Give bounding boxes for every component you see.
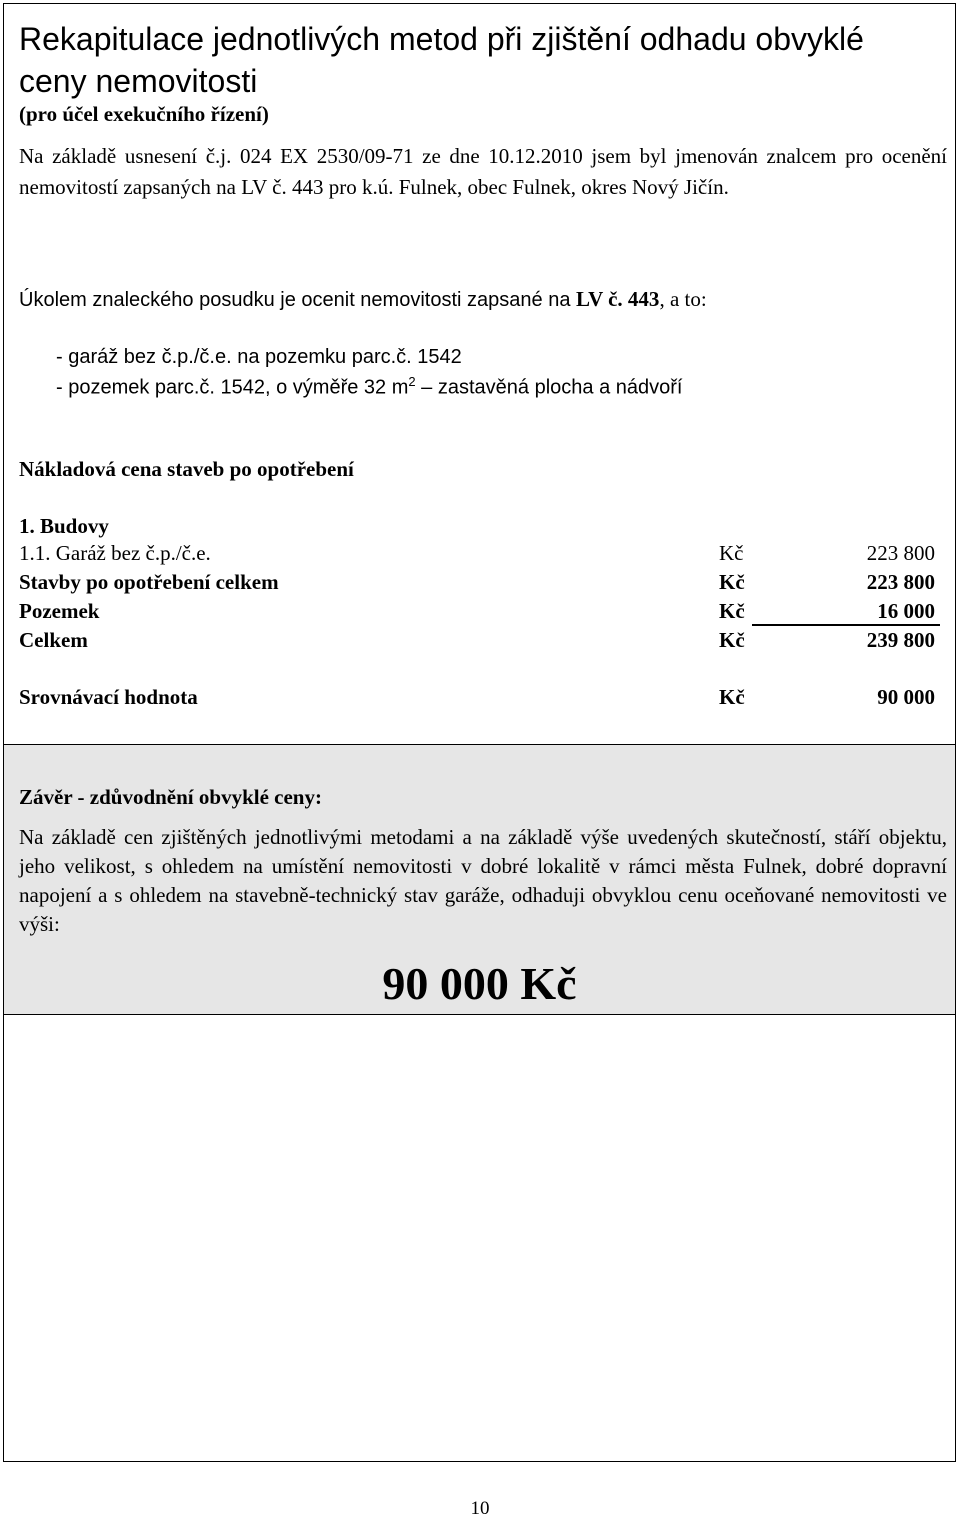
item-garage: - garáž bez č.p./č.e. na pozemku parc.č. 1542 (56, 346, 462, 368)
item-land-sup: 2 (408, 374, 416, 389)
row-value-comparative: 90 000 (877, 685, 935, 709)
row-label-buildings-total: Stavby po opotřebení celkem (19, 570, 279, 594)
row-value-buildings-total: 223 800 (866, 570, 935, 594)
item-land-prefix: - pozemek parc.č. 1542, o výměře 32 m (56, 376, 409, 399)
row-currency-garage: Kč (719, 541, 744, 565)
page-number: 10 (470, 1498, 490, 1519)
row-label-land: Pozemek (19, 599, 100, 623)
intro-paragraph: Na základě usnesení č.j. 024 EX 2530/09-71 ze dne 10.12.2010 jsem byl jmenován znalcem pro ocenění nemovitostí zapsaných na LV č. 443 pro k.ú. Fulnek, obec Fulnek, okres Nový Jičín. (19, 144, 947, 199)
row-label-garage: 1.1. Garáž bez č.p./č.e. (19, 541, 211, 565)
item-land (56, 374, 682, 400)
row-value-total: 239 800 (866, 628, 935, 652)
conclusion-heading: Závěr - zdůvodnění obvyklé ceny: (19, 785, 322, 809)
subtitle: (pro účel exekučního řízení) (19, 102, 269, 126)
item-land-suffix: – zastavěná plocha a nádvoří (415, 376, 683, 399)
row-currency-comparative: Kč (719, 685, 745, 709)
row-value-garage: 223 800 (866, 541, 935, 565)
row-value-land: 16 000 (877, 599, 935, 623)
row-currency-buildings-total: Kč (719, 570, 745, 594)
recapitulation-section (4, 4, 955, 745)
page-title (19, 18, 864, 102)
cost-heading: Nákladová cena staveb po opotřebení (19, 457, 354, 481)
row-label-total: Celkem (19, 628, 88, 652)
conclusion-text: Na základě cen zjištěných jednotlivými metodami a na základě výše uvedených skutečností, stáří objektu, jeho velikost, s ohledem na umístění nemovitosti v dobré lokalitě v rámci města Fulnek, dobré dopravní napojení a s ohledem na stavebně-technický stav garáže, odhaduji obvyklou cenu oceňované nemovitosti ve výši: (19, 825, 947, 936)
title-line-2: ceny nemovitosti (19, 63, 258, 99)
row-currency-land: Kč (719, 599, 745, 623)
task-prefix: Úkolem znaleckého posudku je ocenit nemovitosti zapsané na (19, 289, 576, 311)
document-frame (3, 3, 956, 1462)
sum-underline (752, 624, 940, 626)
task-statement (19, 287, 707, 312)
row-currency-total: Kč (719, 628, 745, 652)
conclusion-section (4, 745, 955, 1015)
estimated-price: 90 000 Kč (382, 958, 577, 1009)
buildings-heading: 1. Budovy (19, 514, 109, 538)
title-line-1: Rekapitulace jednotlivých metod při zjištění odhadu obvyklé (19, 21, 864, 57)
row-label-comparative: Srovnávací hodnota (19, 685, 198, 709)
task-suffix: , a to: (659, 287, 707, 311)
task-lv: LV č. 443 (576, 287, 660, 311)
